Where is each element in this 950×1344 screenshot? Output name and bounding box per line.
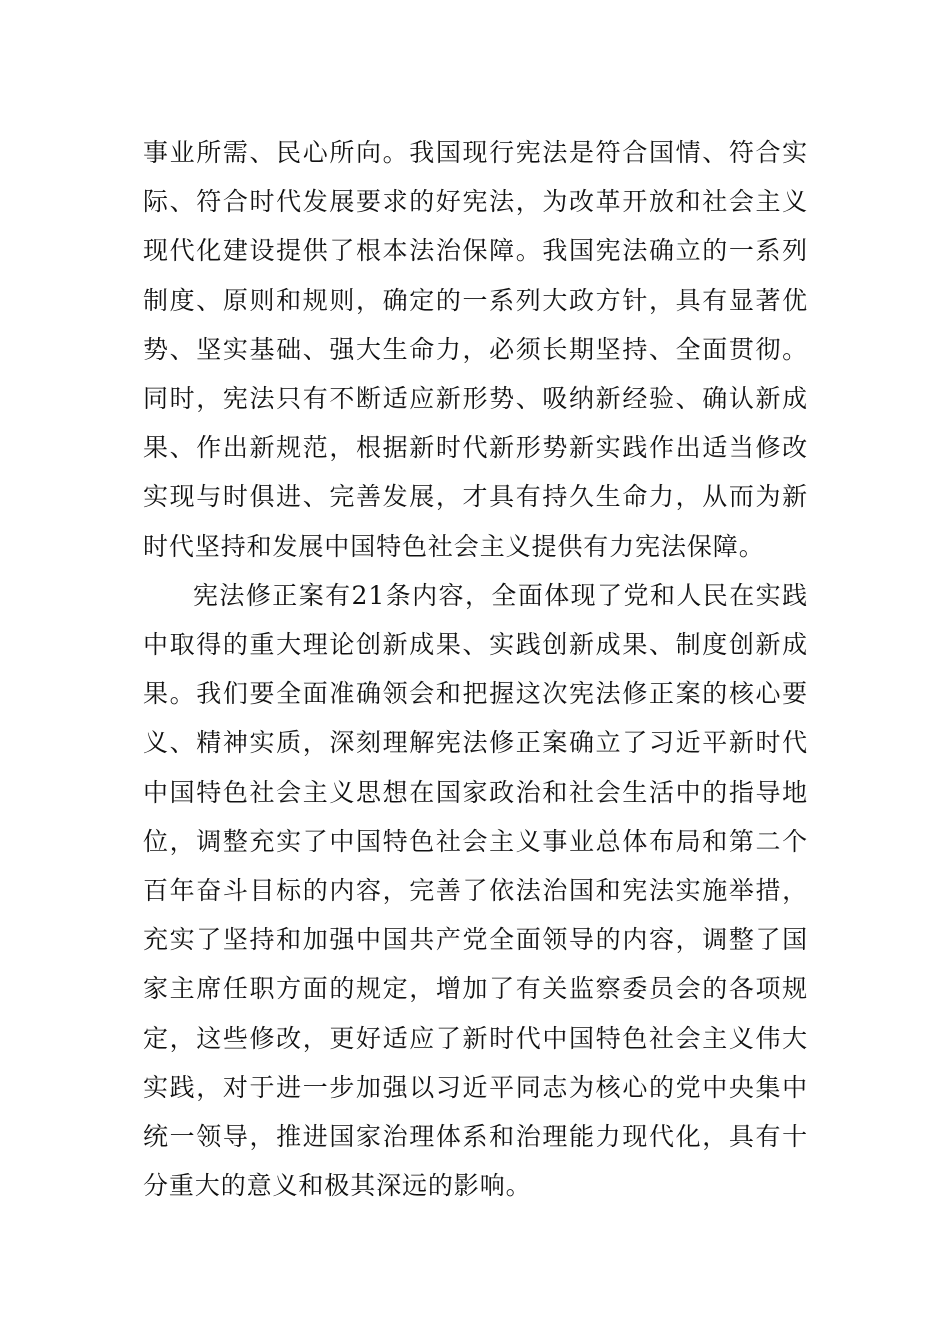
paragraph-continued: 事业所需、民心所向。我国现行宪法是符合国情、符合实际、符合时代发展要求的好宪法，为改革开放和社会主义现代化建设提供了根本法治保障。我国宪法确立的一系列制度、原则和规则，确定的一系列大政方针，具有显著优势、坚实基础、强大生命力，必须长期坚持、全面贯彻。同时，宪法只有不断适应新形势、吸纳新经验、确认新成果、作出新规范，根据新时代新形势新实践作出适当修改实现与时俱进、完善发展，才具有持久生命力，从而为新时代坚持和发展中国特色社会主义提供有力宪法保障。: [143, 138, 808, 561]
document-body: [143, 128, 808, 1210]
paragraph-amendment: 宪法修正案有21条内容，全面体现了党和人民在实践中取得的重大理论创新成果、实践创新成果、制度创新成果。我们要全面准确领会和把握这次宪法修正案的核心要义、精神实质，深刻理解宪法修正案确立了习近平新时代中国特色社会主义思想在国家政治和社会生活中的指导地位，调整充实了中国特色社会主义事业总体布局和第二个百年奋斗目标的内容，完善了依法治国和宪法实施举措，充实了坚持和加强中国共产党全面领导的内容，调整了国家主席任职方面的规定，增加了有关监察委员会的各项规定，这些修改，更好适应了新时代中国特色社会主义伟大实践，对于进一步加强以习近平同志为核心的党中央集中统一领导，推进国家治理体系和治理能力现代化，具有十分重大的意义和极其深远的影响。: [143, 580, 808, 1201]
